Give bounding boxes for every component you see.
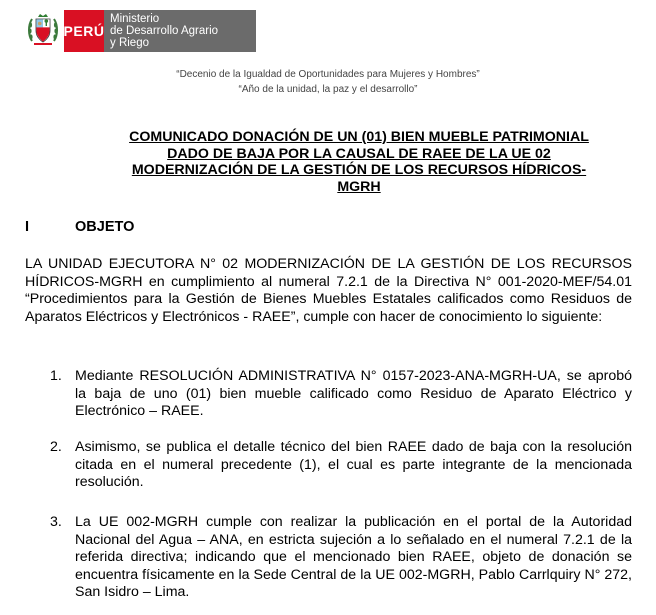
decenio-line: “Decenio de la Igualdad de Oportunidades para Mujeres y Hombres” bbox=[176, 69, 480, 80]
list-item bbox=[50, 439, 632, 492]
document-title bbox=[86, 129, 632, 195]
title-line: COMUNICADO DONACIÓN DE UN (01) BIEN MUEBLE PATRIMONIAL bbox=[129, 129, 589, 145]
list-item-number: 1. bbox=[50, 368, 62, 384]
peru-coat-of-arms-icon bbox=[24, 10, 62, 50]
title-line: DADO DE BAJA POR LA CAUSAL DE RAEE DE LA UE 02 bbox=[167, 145, 551, 162]
list-item-number: 3. bbox=[50, 514, 62, 530]
list-item-text: Asimismo, se publica el detalle técnico del bien RAEE dado de baja con la resolución citada en el numeral precedente (1), el cual es parte integrante de la mencionada resolución. bbox=[75, 439, 632, 491]
intro-paragraph: LA UNIDAD EJECUTORA N° 02 MODERNIZACIÓN DE LA GESTIÓN DE LOS RECURSOS HÍDRICOS-MGRH en cumplimiento al numeral 7.2.1 de la Directiva N° 001-2020-MEF/54.01 “Procedimientos para la Gestión de Bienes Muebles Estatales calificados como Residuos de Aparatos Eléctricos y Electrónicos - RAEE”, cumple con hacer de conocimiento lo siguiente: bbox=[25, 256, 632, 325]
list-item-text: Mediante RESOLUCIÓN ADMINISTRATIVA N° 0157-2023-ANA-MGRH-UA, se aprobó la baja de uno (01) bien mueble calificado como Residuo de Aparato Eléctrico y Electrónico – RAEE. bbox=[75, 368, 632, 420]
section-number: I bbox=[25, 219, 30, 235]
year-motto-line: “Año de la unidad, la paz y el desarrollo” bbox=[238, 84, 418, 95]
list-item bbox=[50, 368, 632, 421]
list-item-number: 2. bbox=[50, 439, 62, 455]
ministry-name bbox=[104, 10, 256, 52]
ministry-line: Ministerio bbox=[110, 13, 160, 25]
title-line: MODERNIZACIÓN DE LA GESTIÓN DE LOS RECURSOS HÍDRICOS- bbox=[131, 162, 587, 178]
letterhead bbox=[24, 10, 256, 52]
list-item-text: La UE 002-MGRH cumple con realizar la publicación en el portal de la Autoridad Nacional del Agua – ANA, en estricta sujeción a lo señalado en el numeral 7.2.1 de la referida directiva; indicando que el mencionado bien RAEE, objeto de donación se encuentra físicamente en la Sede Central de la UE 002-MGRH, Pablo Carrlquiry N° 272, San Isidro – Lima. bbox=[75, 514, 632, 601]
ministry-line: de Desarrollo Agrario bbox=[110, 25, 219, 37]
peru-label: PERÚ bbox=[64, 10, 104, 52]
title-line: MGRH bbox=[337, 178, 381, 195]
list-item bbox=[50, 514, 632, 602]
section-label: OBJETO bbox=[75, 219, 135, 235]
ministry-line: y Riego bbox=[110, 37, 149, 49]
